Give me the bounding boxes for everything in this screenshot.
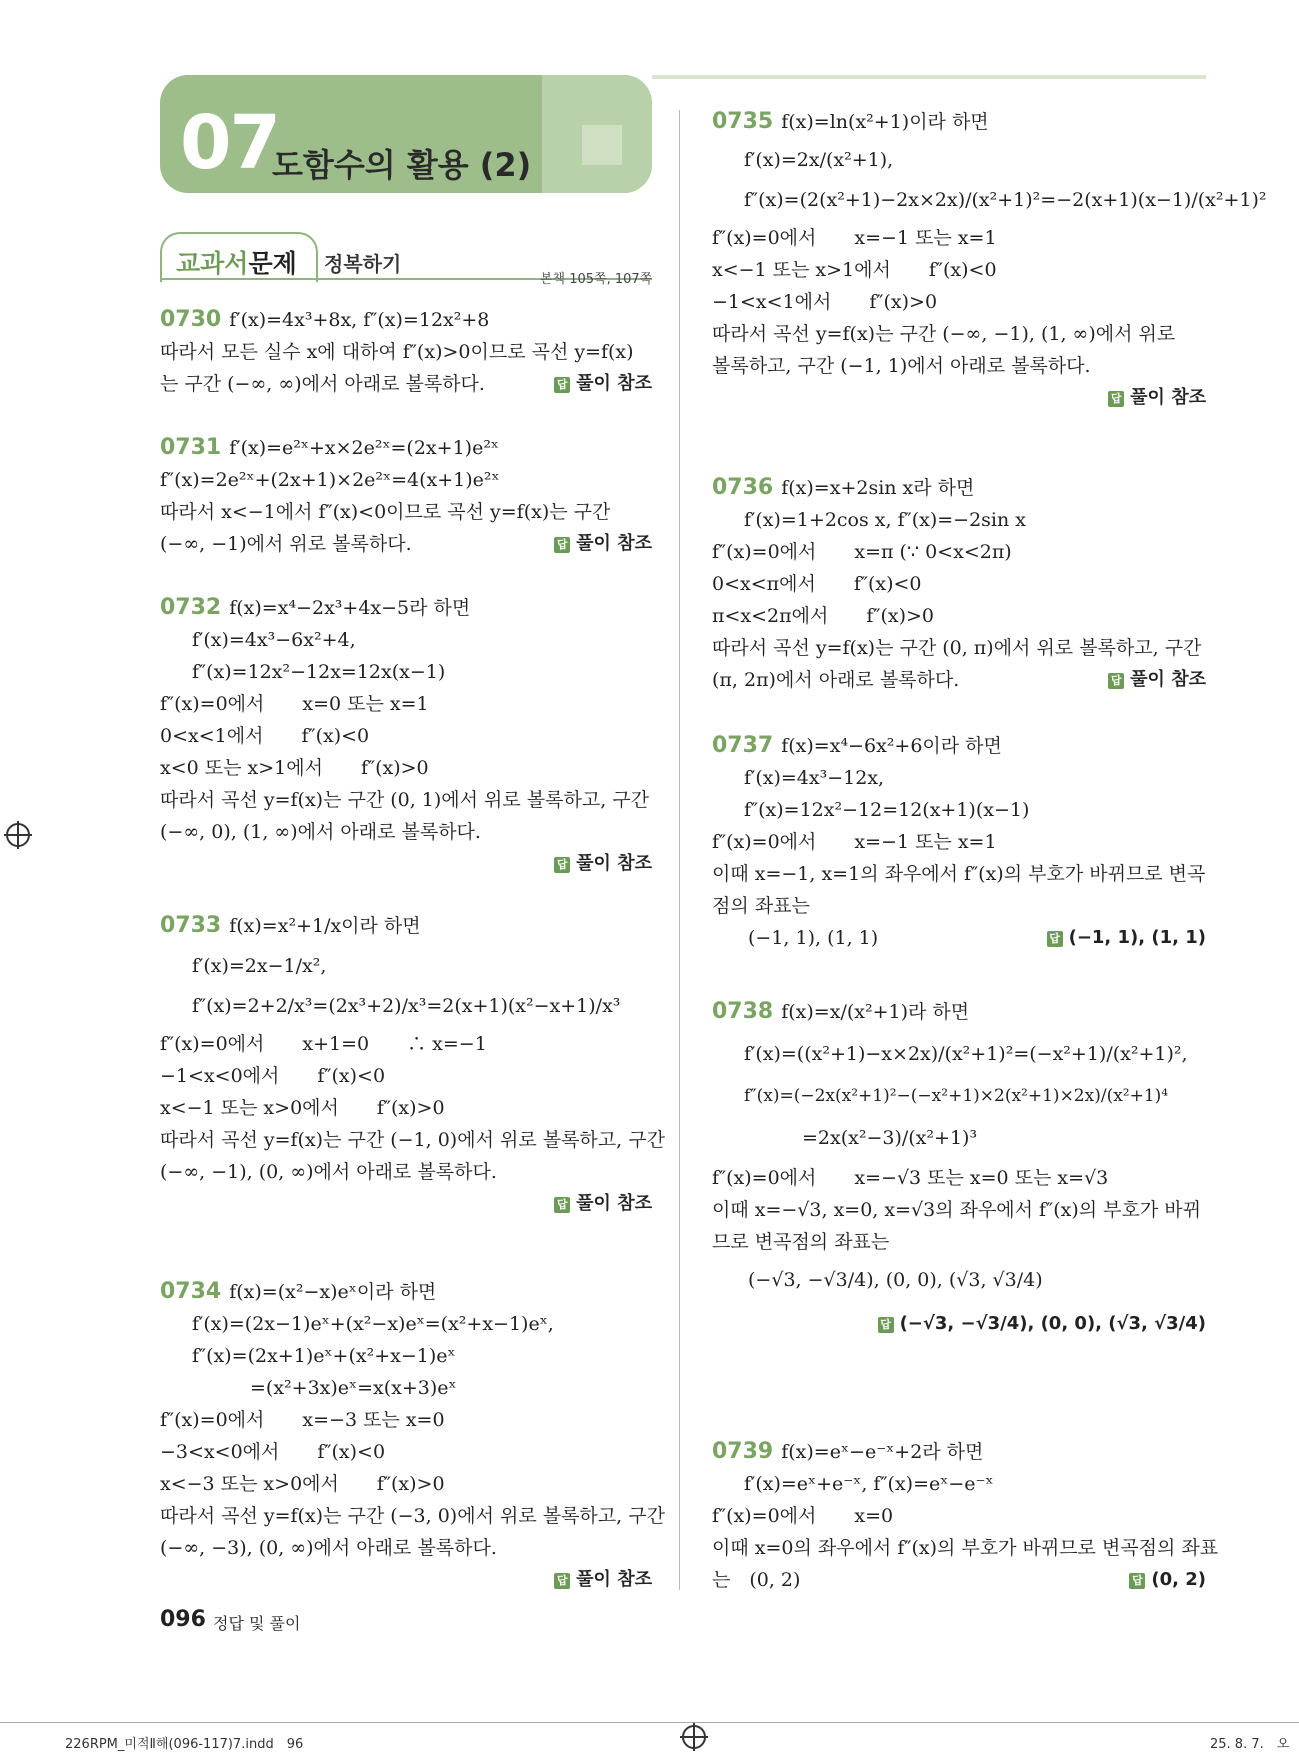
problem-number: 0730: [160, 307, 222, 332]
page-label: 정답 및 풀이: [213, 1614, 301, 1633]
answer-icon: 답: [1108, 673, 1124, 689]
problem-line: f″(x)=0에서 x=0: [712, 1505, 894, 1527]
problem-line: x<−3 또는 x>0에서 f″(x)>0: [160, 1473, 445, 1495]
problem-line: f′(x)=1+2cos x, f″(x)=−2sin x: [744, 509, 1026, 531]
problem-line: f(x)=ln(x²+1)이라 하면: [781, 111, 989, 133]
problem-number: 0731: [160, 435, 222, 460]
problem-0738: [712, 996, 1206, 1340]
problem-0736: [712, 472, 1206, 696]
answer-text: (−√3, −√3/4), (0, 0), (√3, √3/4): [899, 1313, 1206, 1334]
problem-line: f″(x)=(2x+1)eˣ+(x²+x−1)eˣ: [192, 1345, 456, 1367]
answer-badge: [160, 1188, 652, 1220]
problem-line: f(x)=x²+1/x이라 하면: [229, 915, 421, 937]
problem-line: f″(x)=0에서 x=−1 또는 x=1: [712, 831, 997, 853]
print-file-info: 226RPM_미적Ⅱ해(096-117)7.indd 96: [65, 1737, 304, 1752]
problem-number: 0735: [712, 109, 774, 134]
problem-line: f′(x)=4x³−12x,: [744, 767, 885, 789]
answer-text: (0, 2): [1151, 1569, 1206, 1590]
problem-line: x<0 또는 x>1에서 f″(x)>0: [160, 757, 429, 779]
problem-line: x<−1 또는 x>0에서 f″(x)>0: [160, 1097, 445, 1119]
problem-line: 따라서 x<−1에서 f″(x)<0이므로 곡선 y=f(x)는 구간: [160, 501, 611, 523]
problem-line: (−1, 1), (1, 1): [748, 927, 879, 949]
answer-icon: 답: [1129, 1573, 1145, 1589]
problem-line: π<x<2π에서 f″(x)>0: [712, 605, 935, 627]
problem-line: (−√3, −√3/4), (0, 0), (√3, √3/4): [748, 1269, 1043, 1291]
chapter-title: 도함수의 활용 (2): [272, 146, 532, 184]
problem-line: (−∞, −3), (0, ∞)에서 아래로 볼록하다.: [160, 1537, 497, 1559]
answer-text: 풀이 참조: [1130, 387, 1206, 408]
answer-icon: 답: [554, 1197, 570, 1213]
answer-badge: [160, 848, 652, 880]
problem-number: 0732: [160, 595, 222, 620]
answer-text: 풀이 참조: [1130, 669, 1206, 690]
problem-line: 는 (0, 2): [712, 1569, 801, 1591]
section-reference: 본책 105쪽, 107쪽: [540, 272, 653, 287]
problem-line: f′(x)=4x³−6x²+4,: [192, 629, 356, 651]
answer-badge: [1047, 922, 1206, 954]
problem-line: =2x(x²−3)/(x²+1)³: [802, 1127, 978, 1149]
registration-mark-icon: [682, 1725, 706, 1749]
answer-text: (−1, 1), (1, 1): [1068, 927, 1206, 948]
print-slug-rule: [0, 1722, 1299, 1723]
problem-line: 따라서 모든 실수 x에 대하여 f″(x)>0이므로 곡선 y=f(x): [160, 341, 634, 363]
answer-icon: 답: [554, 537, 570, 553]
section-subtitle: 정복하기: [324, 252, 402, 276]
problem-line: 따라서 곡선 y=f(x)는 구간 (0, π)에서 위로 볼록하고, 구간: [712, 637, 1202, 659]
problem-line: f′(x)=eˣ+e⁻ˣ, f″(x)=eˣ−e⁻ˣ: [744, 1473, 994, 1495]
chapter-number: 07: [180, 100, 279, 186]
problem-line: f″(x)=0에서 x=π (∵ 0<x<2π): [712, 541, 1012, 563]
answer-badge: [712, 1308, 1206, 1340]
problem-line: 따라서 곡선 y=f(x)는 구간 (−3, 0)에서 위로 볼록하고, 구간: [160, 1505, 665, 1527]
problem-line: f″(x)=0에서 x=−1 또는 x=1: [712, 227, 997, 249]
page-number: 096: [160, 1607, 206, 1632]
problem-line: f′(x)=((x²+1)−x×2x)/(x²+1)²=(−x²+1)/(x²+1)²,: [744, 1043, 1188, 1065]
answer-text: 풀이 참조: [576, 373, 652, 394]
problem-line: (−∞, −1), (0, ∞)에서 아래로 볼록하다.: [160, 1161, 497, 1183]
problem-0734: [160, 1276, 665, 1596]
answer-badge: [554, 368, 652, 400]
answer-text: 풀이 참조: [576, 853, 652, 874]
problem-line: f(x)=x+2sin x라 하면: [781, 477, 975, 499]
answer-badge: [712, 382, 1206, 414]
problem-line: −1<x<1에서 f″(x)>0: [712, 291, 938, 313]
top-rule: [652, 75, 1206, 79]
answer-icon: 답: [1047, 931, 1063, 947]
section-tab-label-b: 문제: [248, 249, 297, 278]
problem-line: f(x)=eˣ−e⁻ˣ+2라 하면: [781, 1441, 984, 1463]
problem-line: x<−1 또는 x>1에서 f″(x)<0: [712, 259, 997, 281]
problem-line: (−∞, 0), (1, ∞)에서 아래로 볼록하다.: [160, 821, 481, 843]
problem-line: f″(x)=0에서 x=−3 또는 x=0: [160, 1409, 445, 1431]
problem-number: 0733: [160, 913, 222, 938]
registration-mark-icon: [6, 823, 30, 847]
problem-line: f″(x)=0에서 x=−√3 또는 x=0 또는 x=√3: [712, 1167, 1109, 1189]
answer-icon: 답: [554, 1573, 570, 1589]
banner-decoration: [582, 125, 622, 165]
problem-line: f″(x)=0에서 x+1=0 ∴ x=−1: [160, 1033, 487, 1055]
problem-0739: [712, 1436, 1219, 1596]
answer-badge: [1108, 664, 1206, 696]
column-divider: [679, 110, 680, 1590]
print-date: 25. 8. 7. 오: [1210, 1737, 1290, 1752]
problem-line: f″(x)=2+2/x³=(2x³+2)/x³=2(x+1)(x²−x+1)/x³: [192, 995, 621, 1017]
problem-number: 0736: [712, 475, 774, 500]
problem-0730: [160, 304, 652, 400]
problem-number: 0738: [712, 999, 774, 1024]
problem-line: 따라서 곡선 y=f(x)는 구간 (0, 1)에서 위로 볼록하고, 구간: [160, 789, 649, 811]
answer-badge: [554, 528, 652, 560]
problem-number: 0734: [160, 1279, 222, 1304]
problem-0731: [160, 432, 652, 560]
problem-line: f′(x)=4x³+8x, f″(x)=12x²+8: [229, 309, 490, 331]
problem-line: 따라서 곡선 y=f(x)는 구간 (−∞, −1), (1, ∞)에서 위로: [712, 323, 1176, 345]
answer-text: 풀이 참조: [576, 1193, 652, 1214]
problem-line: (π, 2π)에서 아래로 볼록하다.: [712, 669, 960, 691]
problem-line: 0<x<1에서 f″(x)<0: [160, 725, 370, 747]
problem-number: 0739: [712, 1439, 774, 1464]
answer-icon: 답: [554, 377, 570, 393]
problem-line: 이때 x=−√3, x=0, x=√3의 좌우에서 f″(x)의 부호가 바뀌: [712, 1199, 1201, 1221]
problem-line: 볼록하고, 구간 (−1, 1)에서 아래로 볼록하다.: [712, 355, 1091, 377]
problem-line: f″(x)=12x²−12=12(x+1)(x−1): [744, 799, 1030, 821]
problem-line: 는 구간 (−∞, ∞)에서 아래로 볼록하다.: [160, 373, 485, 395]
problem-line: (−∞, −1)에서 위로 볼록하다.: [160, 533, 412, 555]
problem-line: 점의 좌표는: [712, 895, 810, 917]
problem-0735: [712, 106, 1267, 414]
answer-badge: [1129, 1564, 1206, 1596]
problem-line: f″(x)=2e²ˣ+(2x+1)×2e²ˣ=4(x+1)e²ˣ: [160, 469, 500, 491]
problem-line: 따라서 곡선 y=f(x)는 구간 (−1, 0)에서 위로 볼록하고, 구간: [160, 1129, 665, 1151]
answer-icon: 답: [554, 857, 570, 873]
problem-line: f(x)=(x²−x)eˣ이라 하면: [229, 1281, 437, 1303]
problem-0732: [160, 592, 652, 880]
problem-line: =(x²+3x)eˣ=x(x+3)eˣ: [250, 1377, 457, 1399]
problem-line: −1<x<0에서 f″(x)<0: [160, 1065, 386, 1087]
problem-0733: [160, 910, 665, 1220]
answer-icon: 답: [878, 1317, 894, 1333]
problem-line: f′(x)=(2x−1)eˣ+(x²−x)eˣ=(x²+x−1)eˣ,: [192, 1313, 554, 1335]
problem-line: 이때 x=0의 좌우에서 f″(x)의 부호가 바뀌므로 변곡점의 좌표: [712, 1537, 1219, 1559]
problem-line: 0<x<π에서 f″(x)<0: [712, 573, 922, 595]
answer-icon: 답: [1108, 391, 1124, 407]
problem-0737: [712, 730, 1206, 954]
problem-line: f(x)=x⁴−6x²+6이라 하면: [781, 735, 1002, 757]
section-tab-label: [176, 244, 297, 280]
problem-line: f(x)=x⁴−2x³+4x−5라 하면: [229, 597, 471, 619]
problem-line: f″(x)=(2(x²+1)−2x×2x)/(x²+1)²=−2(x+1)(x−1)/(x²+1)²: [744, 189, 1267, 211]
answer-text: 풀이 참조: [576, 533, 652, 554]
problem-line: f″(x)=12x²−12x=12x(x−1): [192, 661, 446, 683]
problem-line: f′(x)=2x/(x²+1),: [744, 149, 894, 171]
section-tab-label-a: 교과서: [176, 249, 249, 278]
problem-line: 므로 변곡점의 좌표는: [712, 1231, 890, 1253]
answer-badge: [160, 1564, 652, 1596]
problem-line: f″(x)=0에서 x=0 또는 x=1: [160, 693, 429, 715]
problem-number: 0737: [712, 733, 774, 758]
problem-line: f(x)=x/(x²+1)라 하면: [781, 1001, 970, 1023]
problem-line: 이때 x=−1, x=1의 좌우에서 f″(x)의 부호가 바뀌므로 변곡: [712, 863, 1206, 885]
problem-line: f′(x)=e²ˣ+x×2e²ˣ=(2x+1)e²ˣ: [229, 437, 499, 459]
answer-text: 풀이 참조: [576, 1569, 652, 1590]
problem-line: f′(x)=2x−1/x²,: [192, 955, 327, 977]
problem-line: −3<x<0에서 f″(x)<0: [160, 1441, 386, 1463]
problem-line: f″(x)=(−2x(x²+1)²−(−x²+1)×2(x²+1)×2x)/(x²+1)⁴: [744, 1086, 1169, 1106]
